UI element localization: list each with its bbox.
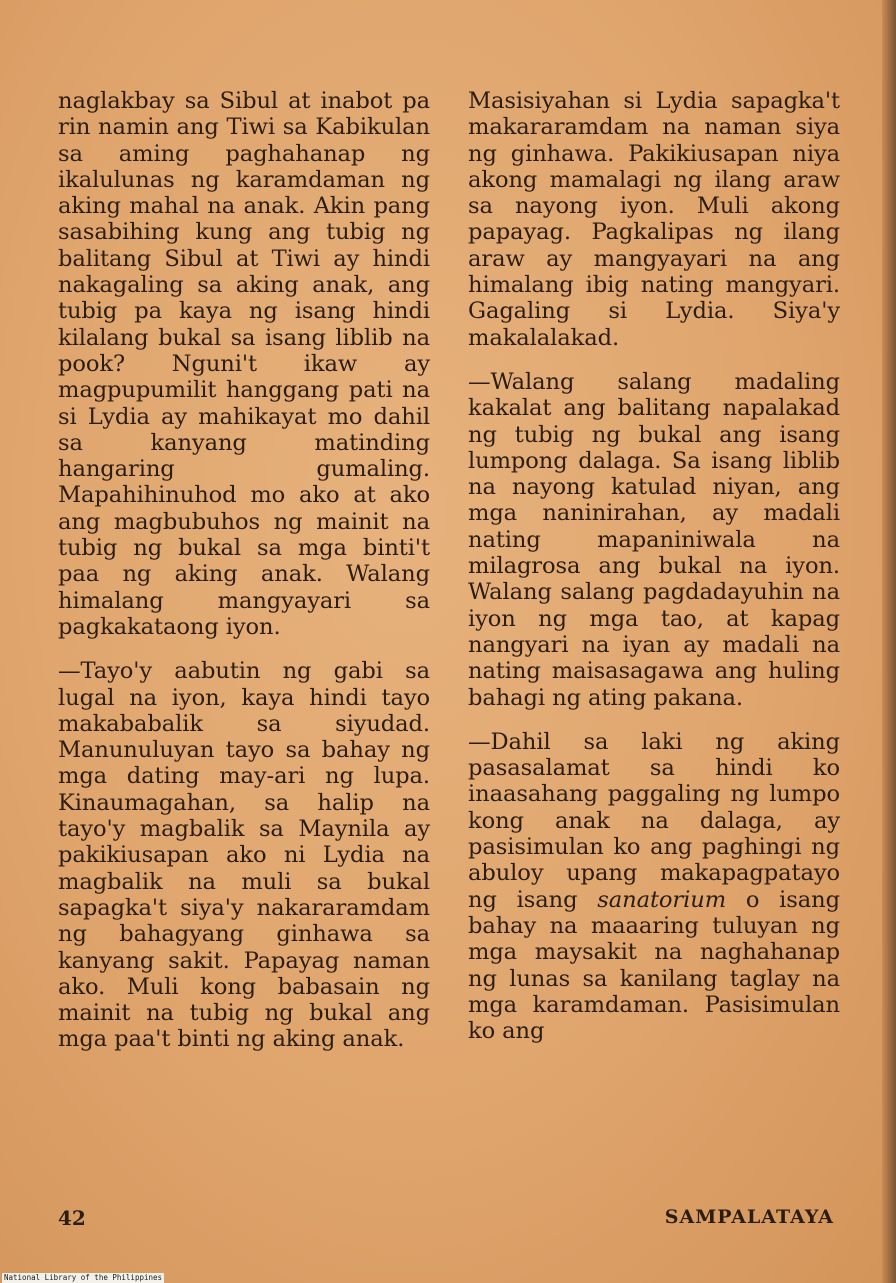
text-column-left (58, 88, 430, 1053)
paragraph-text: —Dahil sa laki ng aking pasasalamat sa hindi ko inaasahang paggaling ng lumpo kong anak na dalaga, ay pasisimulan ko ang paghingi ng abuloy upang makapagpatayo ng isang (468, 728, 840, 913)
paragraph: —Tayo'y aabutin ng gabi sa lugal na iyon, kaya hindi tayo makababalik sa siyudad. Manunuluyan tayo sa bahay ng mga dating may-ari ng lupa. Kinaumagahan, sa halip na tayo'y magbalik sa Maynila ay pakikiusapan ako ni Lydia na magbalik na muli sa bukal sapagka't siya'y nakararamdam ng bahagyang ginhawa sa kanyang sakit. Papayag naman ako. Muli kong babasain ng mainit na tubig ng bukal ang mga paa't binti ng aking anak. (58, 658, 430, 1053)
italic-term: sanatorium (597, 886, 727, 913)
library-credit: National Library of the Philippines (4, 1273, 163, 1282)
text-column-right (468, 88, 840, 1044)
page-number: 42 (58, 1206, 86, 1230)
paragraph: —Walang salang madaling kakalat ang balitang napalakad ng tubig ng bukal ang isang lumpong dalaga. Sa isang liblib na nayong katulad niyan, ang mga naninirahan, ay madali nating mapaniniwala na milagrosa ang bukal na iyon. Walang salang pagdadayuhin na iyon ng mga tao, at kapag nangyari na iyan ay madali na nating maisasagawa ang huling bahagi ng ating pakana. (468, 368, 840, 711)
page-footer (58, 1206, 834, 1234)
paragraph: naglakbay sa Sibul at inabot pa rin namin ang Tiwi sa Kabikulan sa aming paghahanap ng ikalulunas ng karamdaman ng aking mahal na anak. Akin pang sasabihing kung ang tubig ng balitang Sibul at Tiwi ay hindi nakagaling sa aking anak, ang tubig pa kaya ng isang hindi kilalang bukal sa isang liblib na pook? Nguni't ikaw ay magpupumilit hanggang pati na si Lydia ay mahikayat mo dahil sa kanyang matinding hangaring gumaling. Mapahihinuhod mo ako at ako ang magbubuhos ng mainit na tubig ng bukal sa mga binti't paa ng aking anak. Walang himalang mangyayari sa pagkakataong iyon. (58, 88, 430, 640)
page-edge-shadow (882, 0, 896, 1283)
paragraph: Masisiyahan si Lydia sapagka't makararamdam na naman siya ng ginhawa. Pakikiusapan niya akong mamalagi ng ilang araw sa nayong iyon. Muli akong papayag. Pagkalipas ng ilang araw ay mangyayari na ang himalang ibig nating mangyari. Gagaling si Lydia. Siya'y makalalakad. (468, 88, 840, 351)
paragraph-text: o isang bahay na maaaring tuluyan ng mga maysakit na naghahanap ng lunas sa kanilang taglay na mga karamdaman. Pasisimulan ko ang (468, 886, 840, 1045)
running-title: SAMPALATAYA (664, 1206, 834, 1228)
paragraph (468, 729, 840, 1045)
